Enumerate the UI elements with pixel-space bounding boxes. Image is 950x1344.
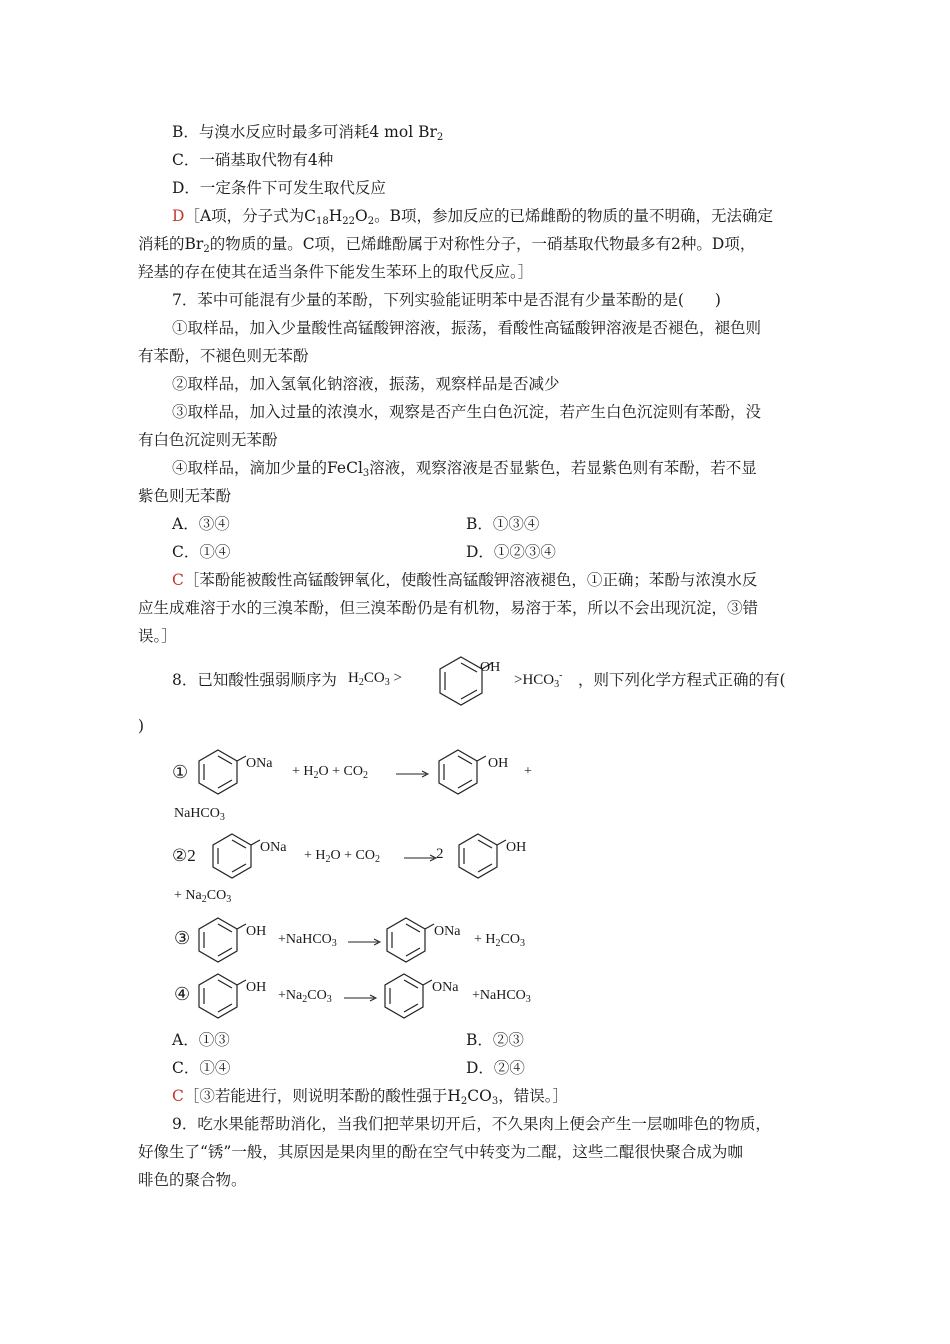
- reaction-1-reagents: + $H_2O + CO_2$: [292, 764, 368, 781]
- reaction-2-reagents: + $H_2O + CO_2$: [304, 848, 380, 865]
- q8-option-d: D．②④: [466, 1059, 525, 1077]
- reaction-1-oh: OH: [488, 756, 509, 771]
- reaction-3-ona: ONa: [434, 924, 461, 939]
- reaction-2-ona: ONa: [260, 840, 287, 855]
- reaction-3-number: ③: [174, 928, 191, 948]
- reaction-4-reagent: $+Na_2CO_3$: [278, 988, 332, 1005]
- q7-explanation-line2: 应生成难溶于水的三溴苯酚，但三溴苯酚仍是有机物，易溶于苯，所以不会出现沉淀，③错: [138, 599, 759, 617]
- q8-option-a: A．①③: [172, 1031, 230, 1049]
- q7-statement-3b: 有白色沉淀则无苯酚: [138, 431, 278, 449]
- q6-option-c: C．一硝基取代物有4种: [172, 151, 334, 169]
- q7-statement-1a: ①取样品，加入少量酸性高锰酸钾溶液，振荡，看酸性高锰酸钾溶液是否褪色，褪色则: [172, 319, 762, 337]
- reaction-4-oh: OH: [246, 980, 267, 995]
- reaction-2-number: ②2: [172, 846, 196, 865]
- q9-line3: 啡色的聚合物。: [138, 1171, 247, 1189]
- reaction-4-arrow: [344, 994, 378, 1002]
- reaction-3-arrow: [348, 938, 382, 946]
- reaction-1-plus: +: [524, 764, 532, 779]
- q6-option-b: B．与溴水反应时最多可消耗4 mol $Br_2$: [172, 123, 444, 143]
- q8-option-b: B．②③: [466, 1031, 524, 1049]
- q6-explanation-line1: D［A项，分子式为$C_{18}H_{22}O_2$。B项，参加反应的已烯雌酚的物质的量不明确，无法确定: [172, 207, 773, 227]
- reaction-2-na2co3: + $Na_2CO_3$: [174, 888, 232, 905]
- reaction-3-reagent: +NaHCO$_3$: [278, 932, 337, 949]
- q7-statement-3a: ③取样品，加入过量的浓溴水，观察是否产生白色沉淀，若产生白色沉淀则有苯酚，没: [172, 403, 762, 421]
- reaction-4-phenoxide: [382, 972, 426, 1022]
- q8-stem-paren: ): [138, 717, 145, 735]
- reaction-4-number: ④: [174, 984, 191, 1004]
- q6-option-d: D．一定条件下可发生取代反应: [172, 179, 386, 197]
- q7-option-b: B．①③④: [466, 515, 540, 533]
- q8-stem-start: 8．已知酸性强弱顺序为: [172, 671, 337, 689]
- q7-option-a: A．③④: [172, 515, 230, 533]
- q9-line1: 9．吃水果能帮助消化，当我们把苹果切开后，不久果肉上便会产生一层咖啡色的物质，: [172, 1115, 771, 1133]
- q8-phenol-structure: [436, 654, 486, 710]
- q7-answer: C: [172, 571, 184, 589]
- q8-answer: C: [172, 1087, 184, 1105]
- q8-option-c: C．①④: [172, 1059, 231, 1077]
- q9-line2: 好像生了“锈”一般，其原因是果肉里的酚在空气中转变为二醌，这些二醌很快聚合成为咖: [138, 1143, 743, 1161]
- reaction-2-oh: OH: [506, 840, 527, 855]
- q6-explanation-line2: 消耗的$Br_2$的物质的量。C项，已烯雌酚属于对称性分子，一硝基取代物最多有2种。D项，: [138, 235, 756, 255]
- q7-statement-4b: 紫色则无苯酚: [138, 487, 232, 505]
- reaction-3-oh: OH: [246, 924, 267, 939]
- reaction-2-phenol: [456, 832, 500, 882]
- reaction-4-ona: ONa: [432, 980, 459, 995]
- reaction-1-phenol: [436, 748, 480, 798]
- q7-option-d: D．①②③④: [466, 543, 556, 561]
- q7-option-c: C．①④: [172, 543, 231, 561]
- reaction-4-product: +NaHCO$_3$: [472, 988, 531, 1005]
- q6-answer: D: [172, 207, 185, 225]
- reaction-2-arrow: [404, 854, 438, 862]
- q7-explanation-line1: C［苯酚能被酸性高锰酸钾氧化，使酸性高锰酸钾溶液褪色，①正确；苯酚与浓溴水反: [172, 571, 758, 589]
- q7-statement-1b: 有苯酚，不褪色则无苯酚: [138, 347, 309, 365]
- reaction-3-product: + $H_2CO_3$: [474, 932, 525, 949]
- q7-statement-2: ②取样品，加入氢氧化钠溶液，振荡，观察样品是否减少: [172, 375, 560, 393]
- reaction-3-phenoxide: [384, 916, 428, 966]
- q8-h2co3: $H_2CO_3$ >: [348, 670, 402, 688]
- reaction-1-nahco3: NaHCO$_3$: [174, 806, 225, 823]
- q7-stem: 7．苯中可能混有少量的苯酚，下列实验能证明苯中是否混有少量苯酚的是( ): [172, 291, 721, 309]
- q8-explanation: C［③若能进行，则说明苯酚的酸性强于$H_2CO_3$，错误。］: [172, 1087, 568, 1107]
- reaction-1-phenoxide: [196, 748, 240, 798]
- reaction-1-arrow: [396, 770, 430, 778]
- q7-explanation-line3: 误。］: [138, 627, 177, 645]
- q8-oh-label: OH: [480, 660, 501, 675]
- reaction-3-phenol: [196, 916, 240, 966]
- q6-explanation-line3: 羟基的存在使其在适当条件下能发生苯环上的取代反应。］: [138, 263, 534, 281]
- q8-hco3: $>HCO_3^-$: [514, 670, 563, 690]
- reaction-1-number: ①: [172, 762, 189, 782]
- reaction-2-phenoxide: [210, 832, 254, 882]
- q8-stem-end: ，则下列化学方程式正确的有(: [578, 671, 786, 689]
- reaction-1-ona: ONa: [246, 756, 273, 771]
- reaction-2-coefficient: 2: [436, 846, 444, 862]
- q7-statement-4a: ④取样品，滴加少量的FeCl$_3$溶液，观察溶液是否显紫色，若显紫色则有苯酚，若不显: [172, 459, 757, 479]
- reaction-4-phenol: [196, 972, 240, 1022]
